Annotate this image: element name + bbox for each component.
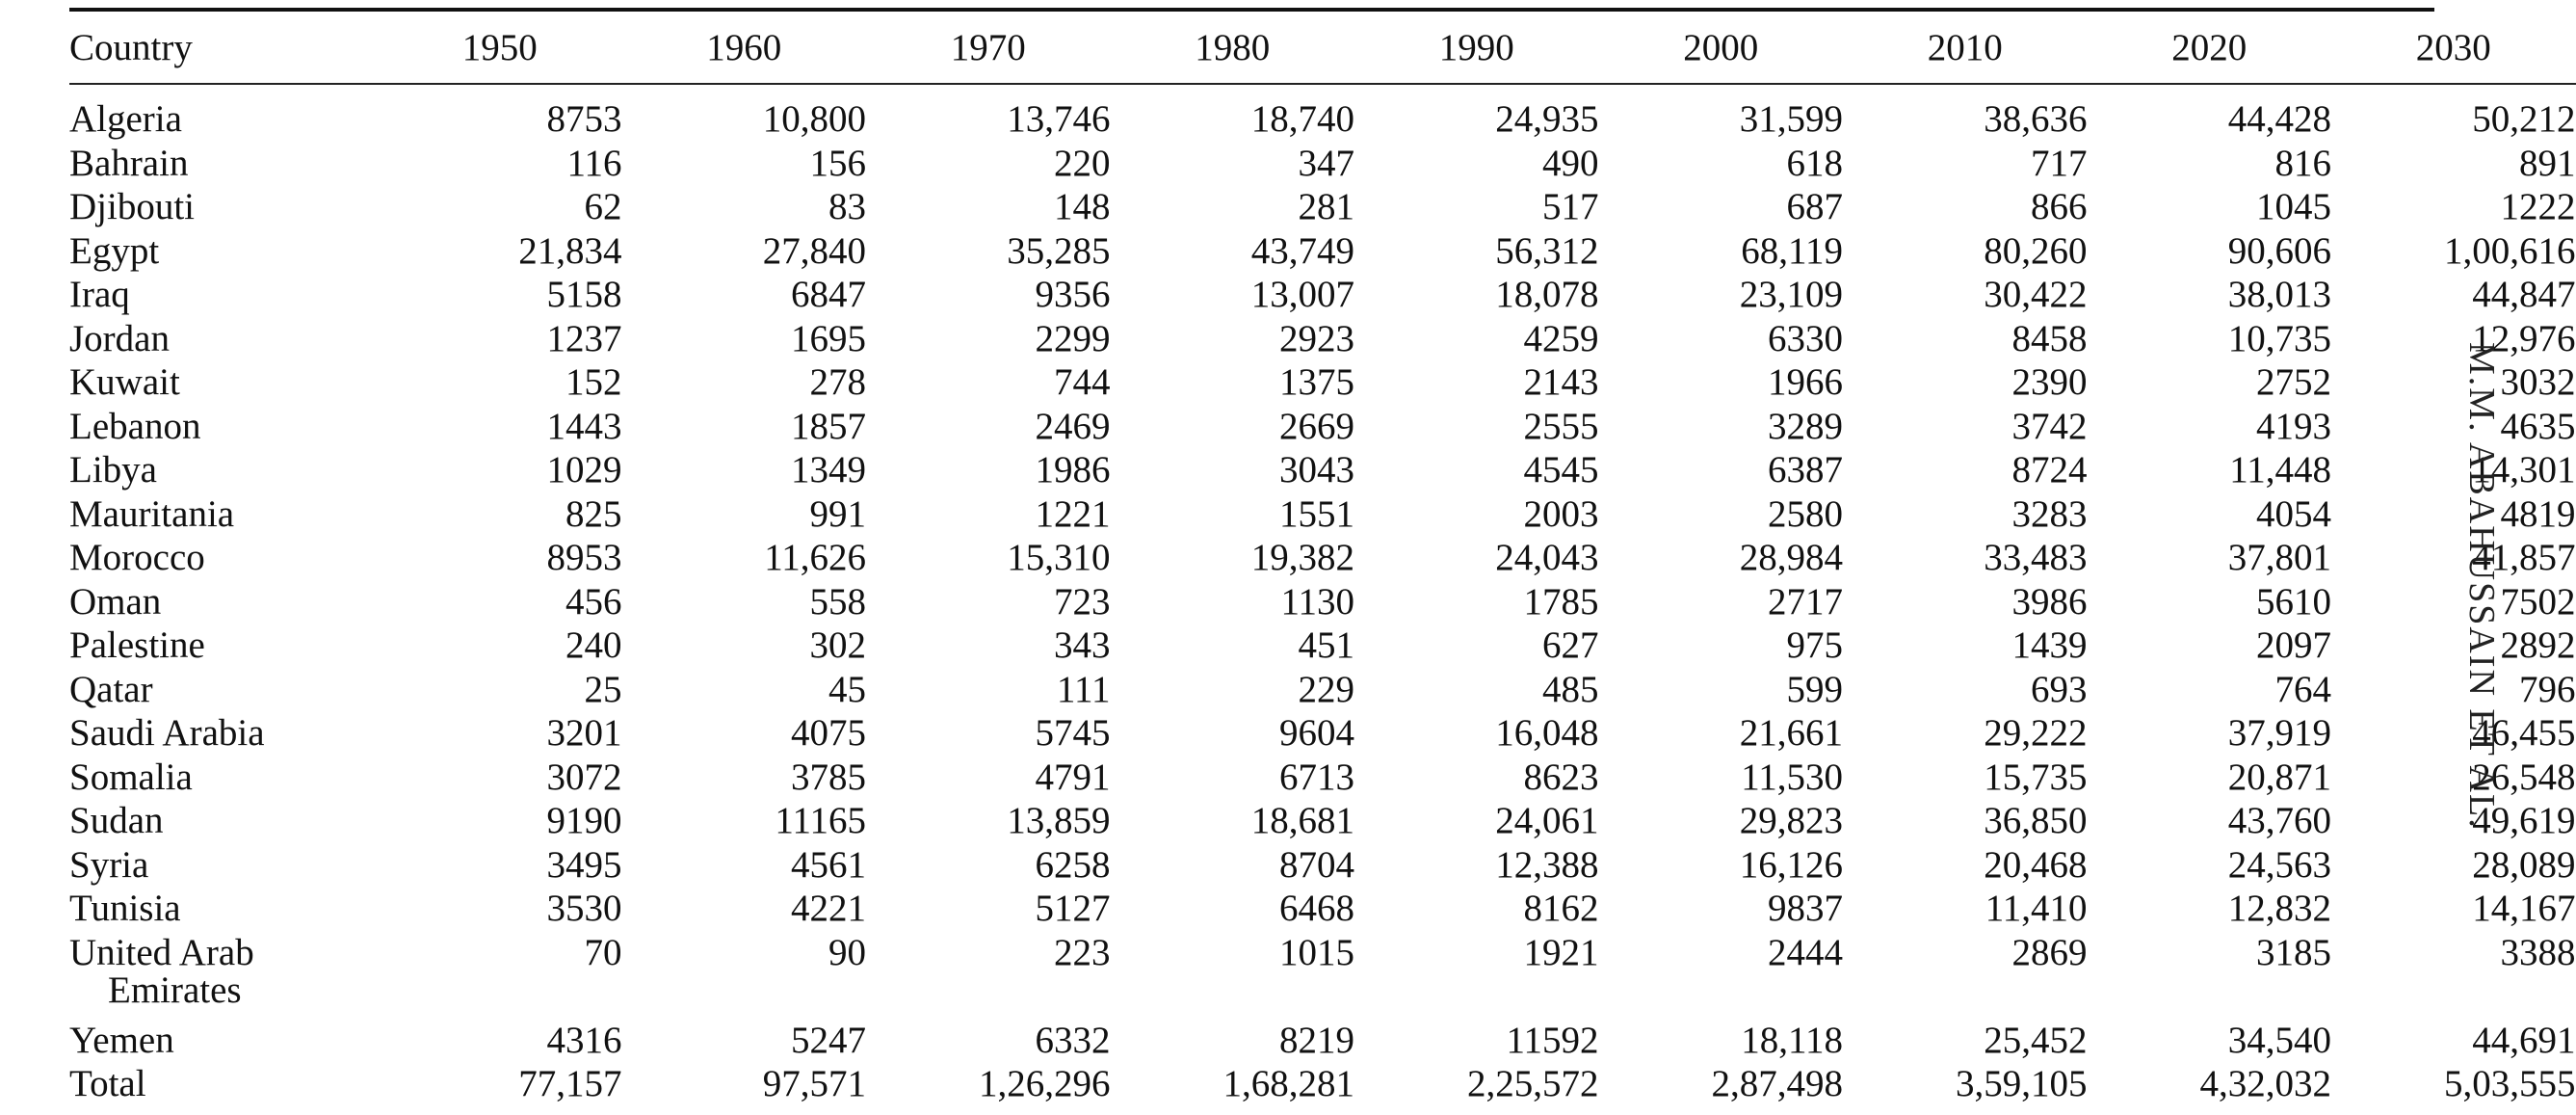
population-value-cell: 1015	[1279, 931, 1354, 973]
population-value-cell: 4561	[791, 843, 866, 886]
population-value-cell: 25,452	[1984, 1019, 2088, 1061]
country-name: Jordan	[69, 317, 170, 359]
population-value-cell: 2923	[1279, 317, 1354, 359]
population-value-cell: 29,823	[1739, 800, 1843, 841]
population-value-cell: 687	[1786, 186, 1843, 227]
population-value-cell: 97,571	[762, 1063, 866, 1104]
population-value-cell: 14,167	[2472, 888, 2576, 929]
country-cell	[69, 758, 378, 803]
population-value-cell: 229	[1298, 668, 1354, 710]
population-value-cell: 618	[1786, 142, 1843, 184]
column-header-country: Country	[69, 26, 193, 68]
population-value-cell: 43,760	[2227, 800, 2331, 841]
population-value-cell: 33,483	[1984, 537, 2088, 578]
population-value-cell: 34,540	[2227, 1019, 2331, 1061]
population-value-cell: 220	[1054, 142, 1111, 184]
population-value-cell: 46,455	[2472, 712, 2576, 754]
population-value-cell: 1375	[1279, 361, 1354, 403]
population-value-cell: 45	[828, 668, 866, 710]
country-name: Mauritania	[69, 492, 235, 535]
population-value-cell: 152	[565, 361, 622, 403]
table-row	[69, 671, 2576, 715]
country-cell	[69, 85, 378, 145]
population-value-cell: 4054	[2256, 492, 2331, 535]
table-row	[69, 320, 2576, 364]
table-row	[69, 145, 2576, 189]
population-value-cell: 20,871	[2227, 756, 2331, 798]
country-name: Total	[69, 1063, 146, 1104]
table-row	[69, 714, 2576, 758]
population-value-cell: 29,222	[1984, 712, 2088, 754]
population-value-cell: 5158	[546, 274, 622, 315]
population-value-cell: 4075	[791, 712, 866, 754]
population-value-cell: 744	[1054, 361, 1111, 403]
population-value-cell: 8704	[1279, 843, 1354, 886]
population-value-cell: 2143	[1523, 361, 1599, 403]
population-value-cell: 6387	[1768, 449, 1843, 491]
population-value-cell: 1221	[1035, 492, 1111, 535]
population-value-cell: 38,013	[2227, 274, 2331, 315]
population-value-cell: 6258	[1035, 843, 1111, 886]
population-value-cell: 8753	[546, 98, 622, 140]
column-header-year: 1970	[950, 26, 1026, 68]
population-value-cell: 1966	[1768, 361, 1843, 403]
population-value-cell: 3388	[2500, 931, 2576, 973]
population-value-cell: 2444	[1768, 931, 1843, 973]
table-row	[69, 934, 2576, 1022]
running-head-margin-text: M.M. ABAHUSSAIN ET AL.	[2461, 342, 2502, 830]
country-cell	[69, 276, 378, 320]
population-value-cell: 3742	[2011, 405, 2088, 447]
population-value-cell: 3032	[2500, 361, 2576, 403]
population-value-cell: 12,388	[1495, 843, 1599, 886]
population-value-cell: 796	[2519, 668, 2576, 710]
population-value-cell: 90,606	[2227, 229, 2331, 272]
population-value-cell: 11,448	[2229, 449, 2331, 491]
population-value-cell: 6332	[1035, 1019, 1111, 1061]
population-value-cell: 24,061	[1495, 800, 1599, 841]
population-value-cell: 6330	[1768, 317, 1843, 359]
population-value-cell: 24,935	[1495, 98, 1599, 140]
population-value-cell: 4819	[2500, 492, 2576, 535]
population-value-cell: 44,428	[2227, 98, 2331, 140]
population-value-cell: 4791	[1035, 756, 1111, 798]
population-value-cell: 1439	[2011, 624, 2088, 666]
population-value-cell: 28,984	[1739, 537, 1843, 578]
population-value-cell: 2,87,498	[1711, 1063, 1843, 1104]
population-value-cell: 6468	[1279, 888, 1354, 929]
country-name: Emirates	[108, 969, 242, 1011]
population-value-cell: 3785	[791, 756, 866, 798]
country-cell	[69, 363, 378, 408]
country-name: Morocco	[69, 537, 205, 578]
population-value-cell: 11,410	[1985, 888, 2088, 929]
country-name: United Arab	[69, 931, 254, 973]
population-value-cell: 693	[2031, 668, 2088, 710]
table-row	[69, 758, 2576, 803]
population-value-cell: 10,800	[762, 98, 866, 140]
population-value-cell: 1349	[791, 449, 866, 491]
country-name: Egypt	[69, 229, 160, 272]
column-header-year: 1960	[706, 26, 782, 68]
population-value-cell: 43,749	[1250, 229, 1354, 272]
population-value-cell: 15,735	[1984, 756, 2088, 798]
table-row	[69, 1022, 2576, 1066]
table-row	[69, 408, 2576, 452]
population-value-cell: 975	[1786, 624, 1843, 666]
population-value-cell: 90	[828, 931, 866, 973]
population-value-cell: 83	[828, 186, 866, 227]
population-value-cell: 24,563	[2227, 843, 2331, 886]
population-value-cell: 3283	[2011, 492, 2088, 535]
population-value-cell: 2,25,572	[1467, 1063, 1599, 1104]
table-header	[69, 12, 2576, 85]
population-value-cell: 4193	[2256, 405, 2331, 447]
population-value-cell: 18,681	[1250, 800, 1354, 841]
population-value-cell: 3530	[546, 888, 622, 929]
population-value-cell: 2299	[1035, 317, 1111, 359]
population-value-cell: 347	[1298, 142, 1354, 184]
country-cell	[69, 714, 378, 758]
population-value-cell: 3072	[546, 756, 622, 798]
population-value-cell: 24,043	[1495, 537, 1599, 578]
population-value-cell: 3,59,105	[1956, 1063, 2088, 1104]
population-value-cell: 26,548	[2472, 756, 2576, 798]
population-value-cell: 27,840	[762, 229, 866, 272]
country-name: Saudi Arabia	[69, 712, 265, 754]
population-value-cell: 12,832	[2227, 888, 2331, 929]
table-row	[69, 495, 2576, 540]
population-value-cell: 485	[1542, 668, 1599, 710]
country-name: Palestine	[69, 624, 205, 666]
country-cell	[69, 668, 378, 715]
population-value-cell: 8458	[2011, 317, 2088, 359]
population-value-cell: 1443	[546, 405, 622, 447]
table-row	[69, 85, 2576, 145]
population-value-cell: 991	[809, 492, 866, 535]
country-cell	[69, 626, 378, 671]
population-value-cell: 5745	[1035, 712, 1111, 754]
population-value-cell: 1857	[791, 405, 866, 447]
population-value-cell: 111	[1056, 668, 1111, 710]
population-value-cell: 456	[565, 580, 622, 623]
population-value-cell: 20,468	[1984, 843, 2088, 886]
population-value-cell: 6713	[1279, 756, 1354, 798]
population-value-cell: 18,078	[1495, 274, 1599, 315]
population-value-cell: 80,260	[1984, 229, 2088, 272]
column-header-year: 2010	[1927, 26, 2003, 68]
column-header-year: 2020	[2171, 26, 2247, 68]
population-value-cell: 3043	[1279, 449, 1354, 491]
population-value-cell: 41,857	[2472, 537, 2576, 578]
column-header-year: 2030	[2415, 26, 2491, 68]
table-body	[69, 85, 2576, 1109]
table-row	[69, 232, 2576, 277]
country-name: Syria	[69, 843, 149, 886]
population-value-cell: 11,626	[764, 537, 866, 578]
column-header-year: 1980	[1195, 26, 1271, 68]
population-value-cell: 1986	[1035, 449, 1111, 491]
population-value-cell: 1130	[1280, 580, 1354, 623]
country-name: Yemen	[69, 1019, 174, 1061]
population-value-cell: 627	[1542, 624, 1599, 666]
table-row	[69, 539, 2576, 583]
population-value-cell: 2580	[1768, 492, 1843, 535]
population-value-cell: 1,00,616	[2444, 229, 2576, 272]
population-value-cell: 2097	[2256, 624, 2331, 666]
population-value-cell: 18,118	[1741, 1019, 1843, 1061]
population-value-cell: 44,847	[2472, 274, 2576, 315]
population-value-cell: 343	[1054, 624, 1111, 666]
population-value-cell: 4635	[2500, 405, 2576, 447]
population-value-cell: 49,619	[2472, 800, 2576, 841]
country-cell	[69, 802, 378, 846]
population-value-cell: 77,157	[518, 1063, 622, 1104]
population-value-cell: 30,422	[1984, 274, 2088, 315]
country-name: Kuwait	[69, 361, 180, 403]
population-value-cell: 2717	[1768, 580, 1843, 623]
population-value-cell: 13,746	[1007, 98, 1111, 140]
country-name: Oman	[69, 580, 162, 623]
population-value-cell: 2892	[2500, 624, 2576, 666]
population-value-cell: 3289	[1768, 405, 1843, 447]
population-value-cell: 25	[584, 668, 622, 710]
population-value-cell: 302	[809, 624, 866, 666]
population-value-cell: 8219	[1279, 1019, 1354, 1061]
population-value-cell: 8724	[2011, 449, 2088, 491]
population-value-cell: 21,834	[518, 229, 622, 272]
population-value-cell: 19,382	[1250, 537, 1354, 578]
population-value-cell: 23,109	[1739, 274, 1843, 315]
population-value-cell: 6847	[791, 274, 866, 315]
population-value-cell: 21,661	[1739, 712, 1843, 754]
country-cell	[69, 1019, 378, 1066]
population-value-cell: 44,691	[2472, 1019, 2576, 1061]
country-name: Libya	[69, 449, 157, 491]
population-table	[69, 12, 2576, 1109]
population-value-cell: 2869	[2011, 931, 2088, 973]
population-value-cell: 3201	[546, 712, 622, 754]
table-row	[69, 451, 2576, 495]
population-value-cell: 816	[2274, 142, 2331, 184]
population-value-cell: 558	[809, 580, 866, 623]
population-value-cell: 16,126	[1739, 843, 1843, 886]
population-value-cell: 223	[1054, 931, 1111, 973]
population-value-cell: 4221	[791, 888, 866, 929]
population-value-cell: 5,03,555	[2444, 1063, 2576, 1104]
population-value-cell: 11,530	[1741, 756, 1843, 798]
population-value-cell: 36,850	[1984, 800, 2088, 841]
population-value-cell: 9190	[546, 800, 622, 841]
population-value-cell: 116	[566, 142, 622, 184]
population-value-cell: 240	[565, 624, 622, 666]
population-value-cell: 3986	[2011, 580, 2088, 623]
population-value-cell: 35,285	[1007, 229, 1111, 272]
population-value-cell: 1045	[2256, 186, 2331, 227]
population-value-cell: 490	[1542, 142, 1599, 184]
population-value-cell: 56,312	[1495, 229, 1599, 272]
population-value-cell: 1785	[1523, 580, 1599, 623]
column-header-year: 1990	[1438, 26, 1514, 68]
population-value-cell: 13,007	[1250, 274, 1354, 315]
country-name: Iraq	[69, 274, 130, 315]
country-cell	[69, 451, 378, 495]
population-value-cell: 16,048	[1495, 712, 1599, 754]
country-name: Djibouti	[69, 186, 196, 227]
table-row	[69, 188, 2576, 232]
table-row	[69, 276, 2576, 320]
population-value-cell: 13,859	[1007, 800, 1111, 841]
population-value-cell: 517	[1542, 186, 1599, 227]
population-value-cell: 62	[584, 186, 622, 227]
table-row	[69, 363, 2576, 408]
country-name: Algeria	[69, 98, 182, 140]
population-value-cell: 9837	[1768, 888, 1843, 929]
table-row	[69, 889, 2576, 934]
population-value-cell: 2555	[1523, 405, 1599, 447]
population-value-cell: 764	[2274, 668, 2331, 710]
population-value-cell: 18,740	[1250, 98, 1354, 140]
population-value-cell: 37,919	[2227, 712, 2331, 754]
table-row	[69, 583, 2576, 627]
population-value-cell: 156	[809, 142, 866, 184]
population-value-cell: 825	[565, 492, 622, 535]
country-cell	[69, 229, 378, 277]
table-row	[69, 626, 2576, 671]
population-value-cell: 38,636	[1984, 98, 2088, 140]
table-row	[69, 802, 2576, 846]
country-name: Somalia	[69, 756, 193, 798]
country-name: Tunisia	[69, 888, 181, 929]
population-value-cell: 5610	[2256, 580, 2331, 623]
population-value-cell: 11592	[1506, 1019, 1599, 1061]
population-value-cell: 5247	[791, 1019, 866, 1061]
country-cell	[69, 889, 378, 934]
population-value-cell: 7502	[2500, 580, 2576, 623]
population-value-cell: 891	[2519, 142, 2576, 184]
table-row	[69, 846, 2576, 890]
population-value-cell: 15,310	[1007, 537, 1111, 578]
population-value-cell: 28,089	[2472, 843, 2576, 886]
population-value-cell: 4545	[1523, 449, 1599, 491]
population-value-cell: 1222	[2500, 186, 2576, 227]
country-cell	[69, 142, 378, 189]
population-value-cell: 1237	[546, 317, 622, 359]
population-value-cell: 8623	[1523, 756, 1599, 798]
country-name: Qatar	[69, 668, 153, 710]
population-value-cell: 68,119	[1741, 229, 1843, 272]
population-value-cell: 4,32,032	[2199, 1063, 2331, 1104]
population-value-cell: 4316	[546, 1019, 622, 1061]
population-value-cell: 8162	[1523, 888, 1599, 929]
population-value-cell: 278	[809, 361, 866, 403]
population-value-cell: 717	[2031, 142, 2088, 184]
population-value-cell: 599	[1786, 668, 1843, 710]
population-value-cell: 723	[1054, 580, 1111, 623]
population-value-cell: 1921	[1523, 931, 1599, 973]
population-value-cell: 8953	[546, 537, 622, 578]
population-value-cell: 866	[2031, 186, 2088, 227]
population-value-cell: 2003	[1523, 492, 1599, 535]
population-value-cell: 12,976	[2472, 317, 2576, 359]
population-value-cell: 4259	[1523, 317, 1599, 359]
population-value-cell: 31,599	[1739, 98, 1843, 140]
population-value-cell: 1,68,281	[1222, 1063, 1354, 1104]
country-cell	[69, 539, 378, 583]
column-header-year: 1950	[461, 26, 538, 68]
population-value-cell: 2752	[2256, 361, 2331, 403]
population-value-cell: 1695	[791, 317, 866, 359]
population-value-cell: 9356	[1035, 274, 1111, 315]
population-value-cell: 2669	[1279, 405, 1354, 447]
population-value-cell: 1551	[1279, 492, 1354, 535]
population-value-cell: 1029	[546, 449, 622, 491]
population-value-cell: 3185	[2256, 931, 2331, 973]
total-row	[69, 1065, 2576, 1109]
population-value-cell: 11165	[775, 800, 866, 841]
country-name: Sudan	[69, 800, 164, 841]
country-cell	[69, 492, 378, 540]
population-value-cell: 2469	[1035, 405, 1111, 447]
column-header-year: 2000	[1683, 26, 1759, 68]
population-value-cell: 451	[1298, 624, 1354, 666]
country-cell	[69, 1065, 378, 1109]
country-cell	[69, 405, 378, 452]
population-value-cell: 50,212	[2472, 98, 2576, 140]
country-cell	[69, 843, 378, 890]
population-value-cell: 5127	[1035, 888, 1111, 929]
population-value-cell: 3495	[546, 843, 622, 886]
population-value-cell: 14,301	[2472, 449, 2576, 491]
population-value-cell: 70	[584, 931, 622, 973]
country-cell	[69, 931, 378, 1022]
header-row	[69, 12, 2576, 83]
population-value-cell: 37,801	[2227, 537, 2331, 578]
population-value-cell: 281	[1298, 186, 1354, 227]
population-value-cell: 148	[1054, 186, 1111, 227]
country-cell	[69, 188, 378, 232]
population-value-cell: 9604	[1279, 712, 1354, 754]
country-name: Lebanon	[69, 405, 201, 447]
population-value-cell: 2390	[2011, 361, 2088, 403]
population-value-cell: 1,26,296	[979, 1063, 1111, 1104]
country-cell	[69, 580, 378, 627]
country-cell	[69, 317, 378, 364]
country-name: Bahrain	[69, 142, 189, 184]
population-value-cell: 10,735	[2227, 317, 2331, 359]
